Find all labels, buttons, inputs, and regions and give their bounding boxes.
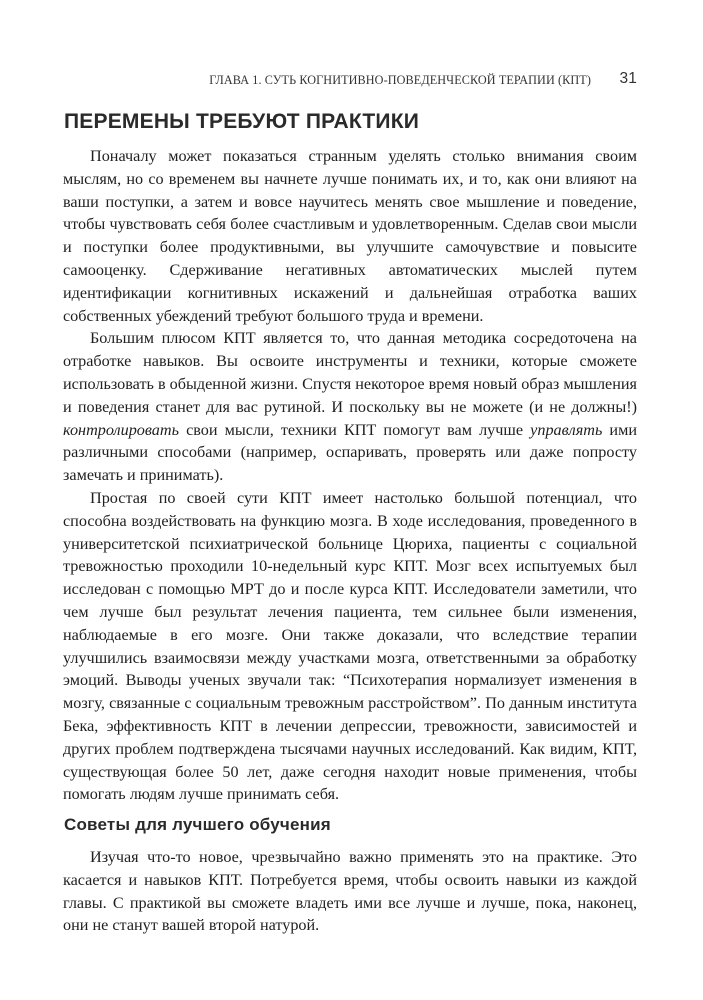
paragraph-text: свои мысли, техники КПТ помогут вам лучше: [178, 420, 531, 439]
section-title: ПЕРЕМЕНЫ ТРЕБУЮТ ПРАКТИКИ: [64, 110, 420, 133]
paragraph: [63, 327, 637, 487]
paragraph-text: ими различными способами (например, оспаривать, проверять или даже попросту замечать и принимать).: [63, 420, 637, 485]
paragraph-text: Большим плюсом КПТ является то, что данная методика сосредоточена на отработке навыков. Вы освоите инструменты и техники, которые сможете использовать в обыденной жизни. Спустя некоторое время новый образ мышления и поведения станет для вас рутиной. И поскольку вы не можете (и не должны!): [63, 329, 637, 416]
subsection-title: Советы для лучшего обучения: [64, 815, 331, 834]
section-body: [63, 145, 637, 806]
paragraph: Поначалу может показаться странным уделять столько внимания своим мыслям, но со временем вы начнете лучше понимать их, и то, как они влияют на ваши поступки, а затем и вовсе научитесь менять свое мышление и поведение, чтобы чувствовать себя более счастливым и удовлетворенным. Сделав свои мысли и поступки более продуктивными, вы улучшите самочувствие и повысите самооценку. Сдерживание негативных автоматических мыслей путем идентификации когнитивных искажений и дальнейшая отработка ваших собственных убеждений требуют большого труда и времени.: [63, 147, 637, 325]
paragraph: Изучая что-то новое, чрезвычайно важно применять это на практике. Это касается и навыков КПТ. Потребуется время, чтобы освоить навыки из каждой главы. С практикой вы сможете владеть ими все лучше и лучше, пока, наконец, они не станут вашей второй натурой.: [63, 848, 637, 935]
page-number: 31: [619, 70, 637, 87]
chapter-title: ГЛАВА 1. СУТЬ КОГНИТИВНО-ПОВЕДЕНЧЕСКОЙ ТЕРАПИИ (КПТ): [209, 73, 591, 87]
running-head: [63, 70, 637, 90]
subsection-body: [63, 846, 637, 937]
paragraph: Простая по своей сути КПТ имеет настолько большой потенциал, что способна воздействовать на функцию мозга. В ходе исследования, проведенного в университетской психиатрической больнице Цюриха, пациенты с социальной тревожностью проходили 10-недельный курс КПТ. Мозг всех испытуемых был исследован с помощью МРТ до и после курса КПТ. Исследователи заметили, что чем лучше был результат лечения пациента, тем сильнее были изменения, наблюдаемые в его мозге. Они также доказали, что вследствие терапии улучшились взаимосвязи между участками мозга, ответственными за обработку эмоций. Выводы ученых звучали так: “Психотерапия нормализует изменения в мозгу, связанные с социальным тревожным расстройством”. По данным института Бека, эффективность КПТ в лечении депрессии, тревожности, зависимостей и других проблем подтверждена тысячами научных исследований. Как видим, КПТ, существующая более 50 лет, даже сегодня находит новые применения, чтобы помогать людям лучше принимать себя.: [63, 488, 637, 804]
emphasized-word: управлять: [530, 420, 603, 439]
emphasized-word: контролировать: [63, 420, 179, 439]
